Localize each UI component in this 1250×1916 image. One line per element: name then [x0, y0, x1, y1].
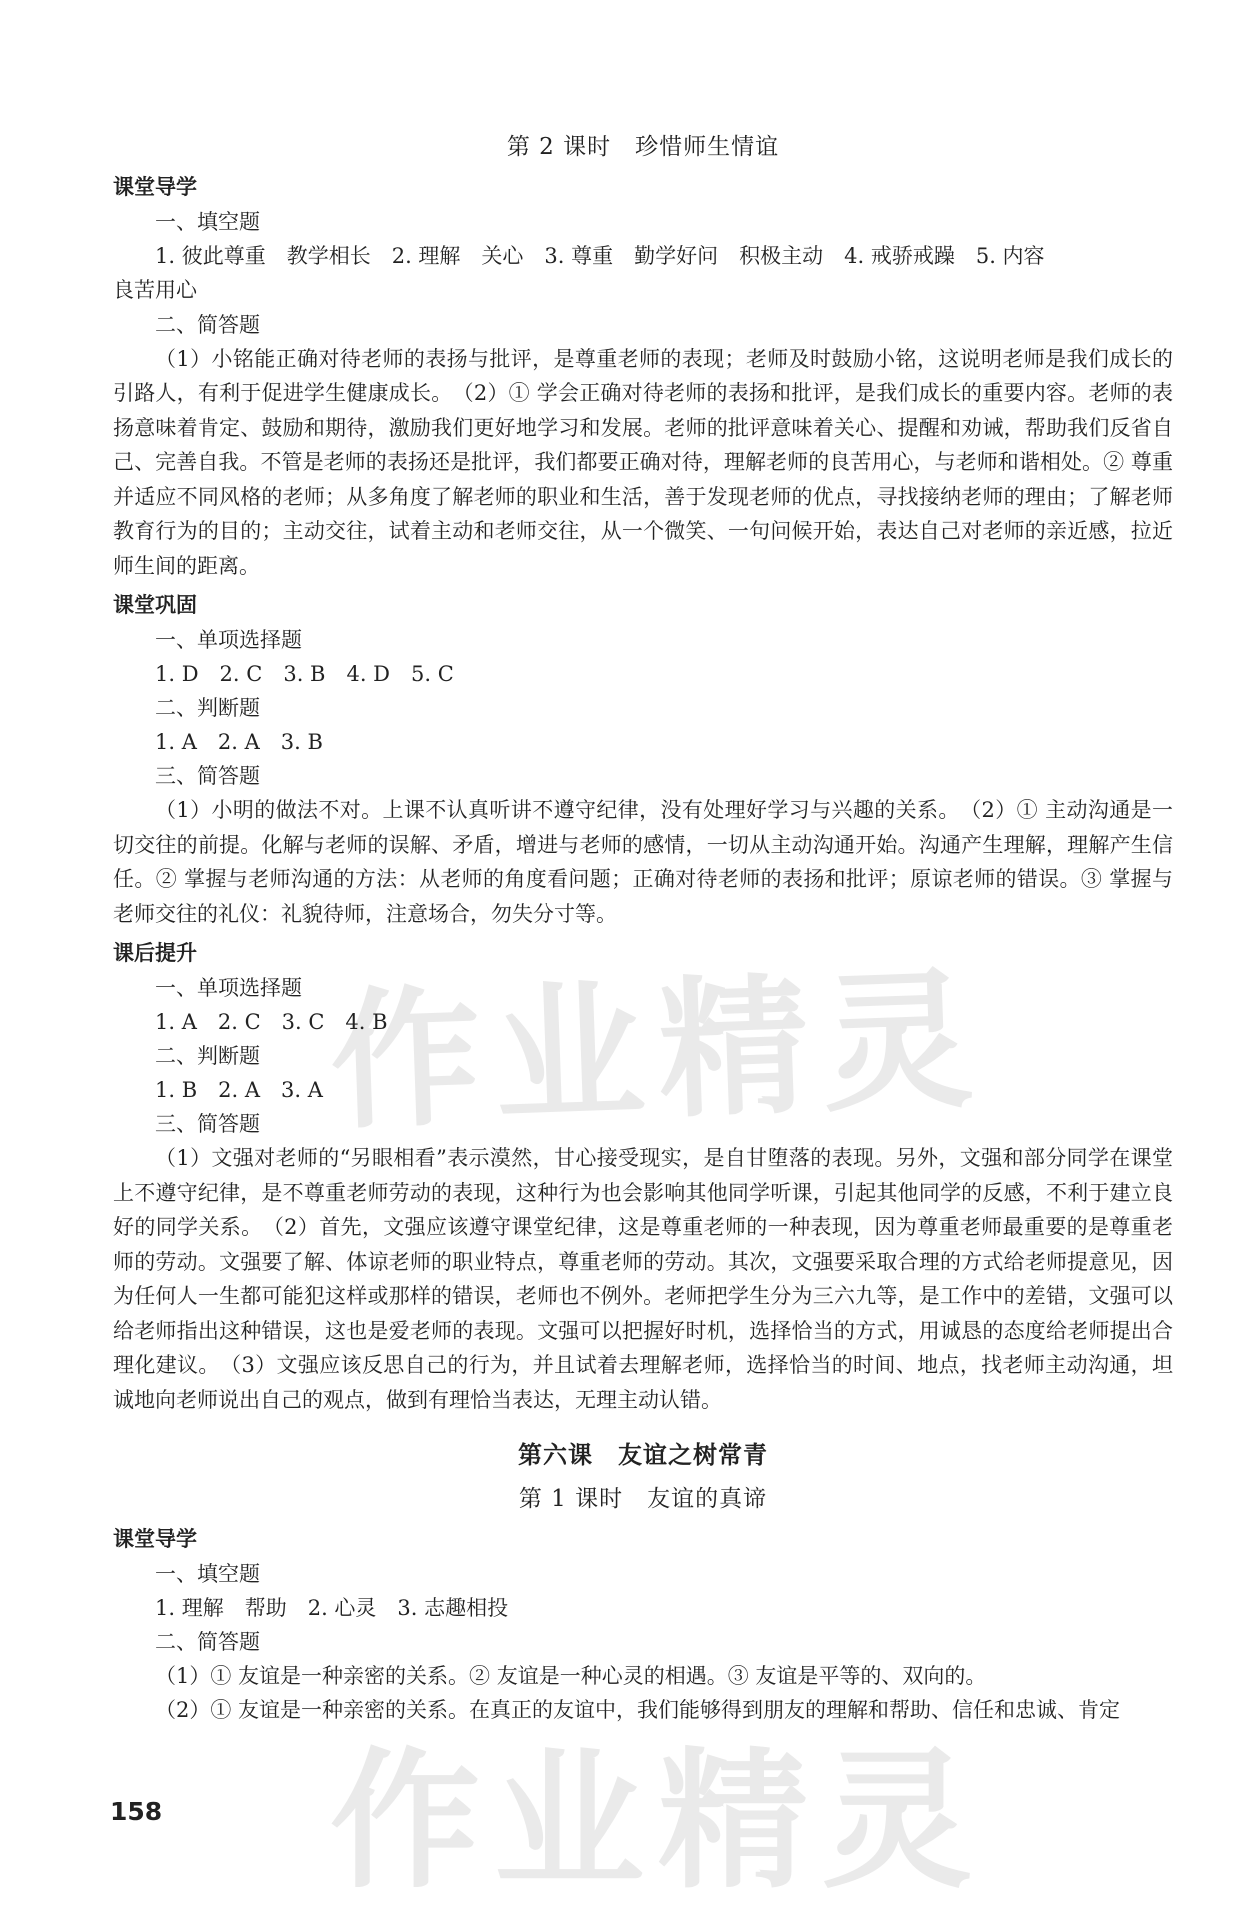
short-answer-4a: （1）① 友谊是一种亲密的关系。② 友谊是一种心灵的相遇。③ 友谊是平等的、双向的。 — [155, 1664, 987, 1688]
heading-kehou-tisheng: 课后提升 — [113, 941, 197, 965]
short-answer: （1）小铭能正确对待老师的表扬与批评，是尊重老师的表现；老师及时鼓励小铭，这说明老师是我们成长的引路人，有利于促进学生健康成长。 （2）① 学会正确对待老师的表扬和批评，是我们成长的重要内容。老师的表扬意味着肯定、鼓励和期待，激励我们更好地学习和发展。老师的批评意味着关心、提醒和劝诫，帮助我们反省自己、完善自我。不管是老师的表扬还是批评，我们都要正确对待，理解老师的良苦用心，与老师和谐相处。② 尊重并适应不同风格的老师；从多角度了解老师的职业和生活，善于发现老师的优点，寻找接纳老师的理由；了解老师教育行为的目的；主动交往，试着主动和老师交往，从一个微笑、一句问候开始，表达自己对老师的亲近感，拉近师生间的距离。 — [113, 346, 1173, 578]
lesson-subtitle: 第 1 课时 友谊的真谛 — [518, 1486, 768, 1512]
fill-heading-2: 一、填空题 — [155, 1562, 260, 1586]
short-heading-3: 三、简答题 — [155, 1112, 260, 1136]
tf-answers-3: 1. B 2. A 3. A — [155, 1078, 323, 1102]
heading-ketang-gonggu: 课堂巩固 — [113, 593, 197, 617]
fill-heading: 一、填空题 — [155, 210, 260, 234]
mc-answers: 1. D 2. C 3. B 4. D 5. C — [155, 662, 454, 686]
mc-heading-3: 一、单项选择题 — [155, 976, 302, 1000]
fill-answers-cont: 良苦用心 — [113, 278, 197, 302]
heading-ketang-daoxue-2: 课堂导学 — [113, 1527, 197, 1551]
mc-answers-3: 1. A 2. C 3. C 4. B — [155, 1010, 388, 1034]
short-answer-2: （1）小明的做法不对。上课不认真听讲不遵守纪律，没有处理好学习与兴趣的关系。 （2）① 主动沟通是一切交往的前提。化解与老师的误解、矛盾，增进与老师的感情，一切从主动沟通开始。沟通产生理解，理解产生信任。② 掌握与老师沟通的方法：从老师的角度看问题；正确对待老师的表扬和批评；原谅老师的错误。③ 掌握与老师交往的礼仪：礼貌待师，注意场合，勿失分寸等。 — [113, 798, 1173, 926]
short-answer-3: （1）文强对老师的“另眼相看”表示漠然，甘心接受现实，是自甘堕落的表现。另外，文强和部分同学在课堂上不遵守纪律，是不尊重老师劳动的表现，这种行为也会影响其他同学听课，引起其他同学的反感，不利于建立良好的同学关系。 （2）首先，文强应该遵守课堂纪律，这是尊重老师的一种表现，因为尊重老师最重要的是尊重老师的劳动。文强要了解、体谅老师的职业特点，尊重老师的劳动。其次，文强要采取合理的方式给老师提意见，因为任何人一生都可能犯这样或那样的错误，老师也不例外。老师把学生分为三六九等，是工作中的差错，文强可以给老师指出这种错误，这也是爱老师的表现。文强可以把握好时机，选择恰当的方式，用诚恳的态度给老师提出合理化建议。 （3）文强应该反思自己的行为，并且试着去理解老师，选择恰当的时间、地点，找老师主动沟通，坦诚地向老师说出自己的观点，做到有理恰当表达，无理主动认错。 — [113, 1146, 1173, 1412]
short-answer-4b: （2）① 友谊是一种亲密的关系。在真正的友谊中，我们能够得到朋友的理解和帮助、信任和忠诚、肯定 — [155, 1698, 1121, 1722]
tf-answers: 1. A 2. A 3. B — [155, 730, 323, 754]
short-heading-4: 二、简答题 — [155, 1630, 260, 1654]
tf-heading: 二、判断题 — [155, 696, 260, 720]
watermark-bottom: 作业精灵 — [330, 1735, 987, 1909]
heading-ketang-daoxue: 课堂导学 — [113, 175, 197, 199]
fill-answers-2: 1. 理解 帮助 2. 心灵 3. 志趣相投 — [155, 1596, 509, 1620]
fill-answers: 1. 彼此尊重 教学相长 2. 理解 关心 3. 尊重 勤学好问 积极主动 4. 戒骄戒躁 5. 内容 — [155, 244, 1045, 268]
short-heading-2: 三、简答题 — [155, 764, 260, 788]
lesson-title: 第六课 友谊之树常青 — [518, 1440, 768, 1469]
page-content — [113, 128, 1173, 1727]
tf-heading-3: 二、判断题 — [155, 1044, 260, 1068]
short-heading: 二、简答题 — [155, 312, 260, 337]
mc-heading: 一、单项选择题 — [155, 628, 302, 652]
watermark-top: 作业精灵 — [327, 953, 990, 1151]
section1-title: 第 2 课时 珍惜师生情谊 — [506, 134, 780, 160]
page-number: 158 — [110, 1797, 163, 1826]
